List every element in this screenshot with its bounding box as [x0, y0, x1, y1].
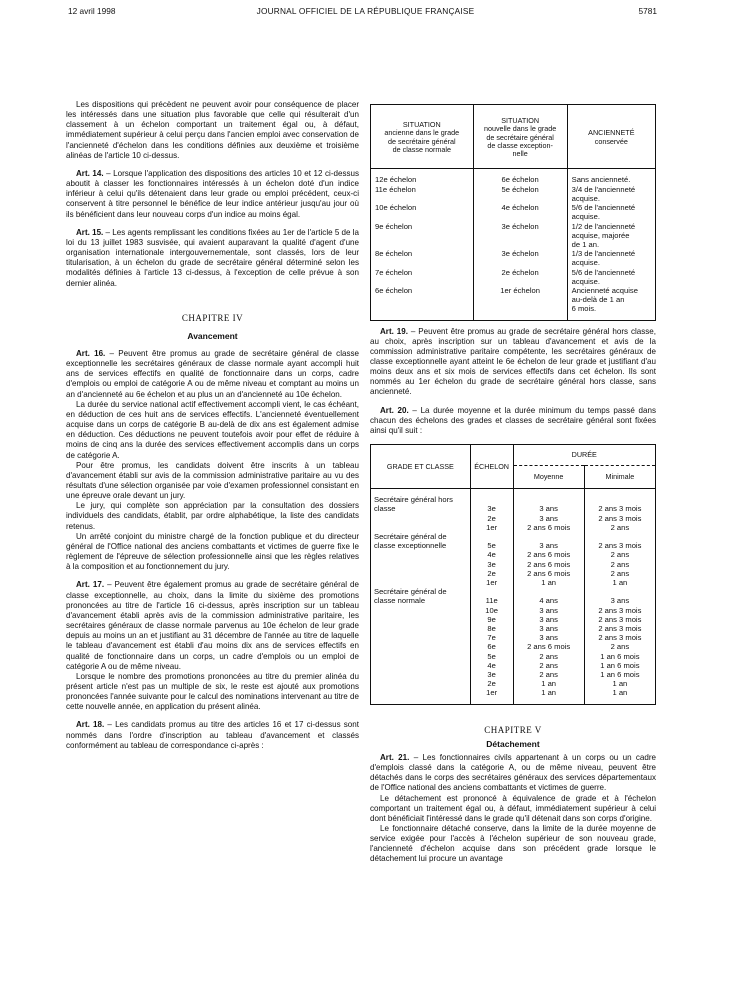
table2-cell-m: 3 ans — [513, 541, 584, 550]
table1-cell-old — [371, 194, 474, 203]
table2-cell-n — [584, 532, 655, 541]
article-16-paragraph-5: Un arrêté conjoint du ministre chargé de la fonction publique et du directeur général de l'Office national des anciens combattants et victimes de guerre fixe le règlement de l'épreuve de sélection professionnelle ainsi que les règles relatives à la composition et au fonctionnement du jury. — [66, 531, 359, 572]
table1-cell-anc: de 1 an. — [571, 239, 600, 249]
table1-cell-anc: 3/4 de l'ancienneté — [571, 184, 636, 194]
table2-cell-m: 3 ans — [513, 606, 584, 615]
table1-header-new-situation: SITUATION nouvelle dans le grade de secrétaire général de classe exception- nelle — [473, 105, 567, 169]
table2-cell-m: 2 ans — [513, 661, 584, 670]
table2-cell-m: 2 ans 6 mois — [513, 642, 584, 651]
duration-table — [370, 444, 656, 704]
table1-cell-anc: Sans ancienneté. — [571, 175, 631, 185]
table2-row — [371, 569, 656, 578]
table1-row — [371, 258, 656, 267]
table2-cell-m: 3 ans — [513, 504, 584, 513]
table1-cell-new — [473, 277, 567, 286]
table1-cell-old — [371, 212, 474, 221]
table1-cell-new — [473, 231, 567, 240]
table2-cell-g — [371, 523, 471, 532]
left-column — [66, 100, 359, 751]
table1-row — [371, 231, 656, 240]
chapter-heading-iv: CHAPITRE IV — [181, 312, 244, 323]
section-heading-detachement: Détachement — [486, 738, 540, 749]
table2-cell-m: 1 an — [513, 578, 584, 587]
table2-cell-m: 3 ans — [513, 624, 584, 633]
table2-cell-g — [371, 661, 471, 670]
table1-cell-anc: 5/6 de l'ancienneté — [571, 203, 636, 213]
table2-cell-m: 2 ans 6 mois — [513, 560, 584, 569]
article-19-text: – Peuvent être promus au grade de secrétaire général hors classe, au choix, après inscription sur un tableau d'avancement et avis de la commission administrative paritaire compétente, les secrétaires généraux de classe exceptionnelle ayant atteint le 6e échelon de leur grade et justifiant d'au moins deux ans et six mois de services effectifs dans cet échelon. Ils sont nommés au 1er échelon du grade de secrétaire général hors classe, sans ancienneté. — [370, 326, 656, 397]
table1-row — [371, 194, 656, 203]
table1-cell-anc: acquise. — [571, 212, 600, 222]
table1-header-old-situation: SITUATION ancienne dans le grade de secrétaire général de classe normale — [371, 105, 474, 169]
table1-row — [371, 277, 656, 286]
table2-cell-m: 3 ans — [513, 615, 584, 624]
table1-row — [371, 295, 656, 304]
table2-cell-n: 1 an — [612, 688, 628, 698]
article-20-label: Art. 20. — [380, 405, 409, 415]
table2-cell-n: 1 an — [612, 679, 628, 689]
table2-cell-g — [371, 606, 471, 615]
table2-cell-e — [470, 532, 513, 541]
table2-cell-e: 2e — [470, 569, 513, 578]
table2-cell-m: 3 ans — [513, 514, 584, 523]
table2-cell-e: 8e — [470, 624, 513, 633]
section-heading-avancement: Avancement — [187, 330, 238, 341]
table1-cell-old: 9e échelon — [371, 222, 474, 231]
table1-cell-new: 5e échelon — [473, 185, 567, 194]
table2-cell-g — [371, 578, 471, 587]
table1-row — [371, 249, 656, 258]
table2-cell-n: 2 ans — [610, 559, 630, 569]
table1-cell-new — [473, 258, 567, 267]
table2-cell-m — [513, 532, 584, 541]
table2-cell-m: 3 ans — [513, 633, 584, 642]
table2-cell-m: 1 an — [513, 679, 584, 688]
table2-cell-e — [470, 495, 513, 504]
table2-row — [371, 504, 656, 513]
table2-cell-g — [371, 679, 471, 688]
table2-cell-e: 2e — [470, 679, 513, 688]
table1-cell-new: 2e échelon — [473, 268, 567, 277]
table2-row — [371, 587, 656, 596]
table2-row — [371, 523, 656, 532]
table2-cell-e: 9e — [470, 615, 513, 624]
table2-cell-m: 2 ans — [513, 652, 584, 661]
table1-cell-new — [473, 194, 567, 203]
table2-cell-e: 10e — [470, 606, 513, 615]
table2-header-minimum: Minimale — [584, 466, 655, 489]
table2-cell-g — [371, 560, 471, 569]
table2-cell-g — [371, 670, 471, 679]
article-21-text: – Les fonctionnaires civils appartenant à un corps ou un cadre d'emplois classé dans la catégorie A, ou de même niveau, peuvent être détachés dans le corps des secrétaires généraux des services départementaux de l'Office national des anciens combattants et victimes de guerre. — [370, 752, 656, 793]
table2-row — [371, 661, 656, 670]
article-14-label: Art. 14. — [76, 168, 104, 178]
table2-cell-n: 2 ans — [610, 642, 630, 652]
article-15-label: Art. 15. — [76, 227, 104, 237]
table2-cell-g — [371, 550, 471, 559]
table2-header-average: Moyenne — [513, 466, 584, 489]
right-column — [370, 104, 656, 865]
table1-cell-old — [371, 258, 474, 267]
table1-row — [371, 240, 656, 249]
table1-cell-old — [371, 240, 474, 249]
table1-cell-new — [473, 304, 567, 313]
table1-cell-anc: 6 mois. — [571, 304, 597, 314]
table2-cell-n: 2 ans 3 mois — [598, 513, 642, 523]
table2-cell-m: 4 ans — [513, 596, 584, 605]
table2-cell-g: Secrétaire général de — [371, 532, 471, 541]
table2-row — [371, 495, 656, 504]
table1-body — [371, 169, 656, 320]
table2-cell-n: 2 ans — [610, 550, 630, 560]
table2-body — [371, 489, 656, 704]
article-21-label: Art. 21. — [380, 752, 410, 762]
table2-cell-e — [470, 587, 513, 596]
article-16-label: Art. 16. — [76, 348, 106, 358]
article-15 — [66, 228, 359, 289]
table2-row — [371, 624, 656, 633]
article-21-paragraph-2: Le détachement est prononcé à équivalence de grade et à l'échelon comportant un traitement égal ou, à défaut, immédiatement supérieur à celui dont bénéficiait l'intéressé dans le grade qu'il détenait dans son corps d'origine. — [370, 793, 656, 823]
table1-row — [371, 175, 656, 184]
table2-cell-m — [513, 587, 584, 596]
table1-cell-anc: 1/2 de l'ancienneté — [571, 221, 636, 231]
page-header — [0, 6, 731, 20]
table2-header-grade: GRADE ET CLASSE — [371, 445, 471, 489]
table2-cell-n — [584, 495, 655, 504]
table2-row — [371, 560, 656, 569]
table1-cell-new: 1er échelon — [473, 286, 567, 295]
table2-cell-m: 2 ans 6 mois — [513, 523, 584, 532]
table1-cell-anc: 5/6 de l'ancienneté — [571, 267, 636, 277]
table1-cell-new — [473, 295, 567, 304]
table2-row — [371, 652, 656, 661]
table2-row — [371, 541, 656, 550]
article-19 — [370, 327, 656, 398]
table2-cell-e: 1er — [470, 578, 513, 587]
table2-cell-m: 2 ans 6 mois — [513, 569, 584, 578]
table1-cell-new: 4e échelon — [473, 203, 567, 212]
table2-cell-n: 2 ans 3 mois — [598, 633, 642, 643]
table2-cell-e: 1er — [470, 688, 513, 697]
table2-cell-e: 4e — [470, 661, 513, 670]
table1-cell-new — [473, 212, 567, 221]
article-16-paragraph-4: Le jury, qui complète son appréciation par la consultation des dossiers individuels des candidats, établit, par ordre alphabétique, la liste des candidats retenus. — [66, 501, 359, 531]
table1-row — [371, 185, 656, 194]
table2-row — [371, 550, 656, 559]
table1-cell-old: 7e échelon — [371, 268, 474, 277]
article-17-label: Art. 17. — [76, 580, 105, 590]
article-14 — [66, 169, 359, 220]
table2-row — [371, 578, 656, 587]
table2-cell-e: 11e — [470, 596, 513, 605]
table2-cell-m: 1 an — [513, 688, 584, 697]
header-page-number: 5781 — [638, 6, 657, 16]
table2-cell-g — [371, 569, 471, 578]
paragraph-intro: Les dispositions qui précèdent ne peuvent avoir pour conséquence de placer les intéressés dans une situation plus favorable que celle qui résulterait d'un classement à un échelon comportant un traitement égal ou, à défaut, immédiatement supérieur à celui perçu dans l'ancien emploi avec conservation de l'ancienneté d'échelon dans les conditions définies aux deuxième et troisième alinéas de l'article 10 ci-dessus. — [66, 100, 359, 160]
table1-cell-old: 6e échelon — [371, 286, 474, 295]
article-18 — [66, 720, 359, 750]
table2-cell-n: 2 ans — [610, 522, 630, 532]
table2-cell-n: 2 ans 3 mois — [598, 623, 642, 633]
table2-cell-n: 2 ans 3 mois — [598, 605, 642, 615]
table1-header-seniority: ANCIENNETÉ conservée — [567, 105, 655, 169]
table2-cell-g: Secrétaire général hors — [371, 495, 471, 504]
table2-row — [371, 642, 656, 651]
table2-cell-n: 3 ans — [610, 596, 630, 606]
table1-cell-anc: acquise, majorée — [571, 230, 630, 240]
table2-row — [371, 633, 656, 642]
table1-cell-old — [371, 231, 474, 240]
table1-row — [371, 286, 656, 295]
article-16-paragraph-3: Pour être promus, les candidats doivent être inscrits à un tableau d'avancement établi sur avis de la commission administrative paritaire au vu des résultats d'une sélection organisée par voie d'examen professionnel consistant en une épreuve orale devant un jury. — [66, 460, 359, 501]
table2-cell-e: 7e — [470, 633, 513, 642]
table1-cell-old — [371, 304, 474, 313]
table1-cell-old — [371, 277, 474, 286]
article-16-text: – Peuvent être promus au grade de secrétaire général de classe exceptionnelle les secrétaires généraux de classe normale ayant accompli huit ans de services effectifs en qualité de fonctionnaire dans un corps, cadre d'emplois ou emploi de catégorie A ou de même niveau et comptant au moins un an d'ancienneté au 6e échelon et au plus un an d'ancienneté au 10e échelon. — [66, 348, 359, 399]
table1-cell-old: 8e échelon — [371, 249, 474, 258]
table2-row — [371, 679, 656, 688]
table2-cell-e: 5e — [470, 652, 513, 661]
table2-cell-n: 2 ans 3 mois — [598, 541, 642, 551]
table2-cell-e: 3e — [470, 504, 513, 513]
chapter-heading-v: CHAPITRE V — [484, 724, 542, 735]
table2-row — [371, 514, 656, 523]
article-16 — [66, 349, 359, 400]
article-18-label: Art. 18. — [76, 720, 105, 730]
table1-row — [371, 304, 656, 313]
table1-cell-old: 12e échelon — [371, 175, 474, 184]
article-14-text: – Lorsque l'application des dispositions des articles 10 et 12 ci-dessus aboutit à classer les fonctionnaires intéressés à un échelon doté d'un indice inférieur à celui qu'ils détenaient dans leur grade ou emploi précédent, ceux-ci conservent à titre personnel le bénéfice de leur indice antérieur jusqu'au jour où ils bénéficient dans leur nouveau corps d'un indice au moins égal. — [66, 168, 360, 219]
table2-cell-g: classe — [371, 504, 471, 513]
table1-cell-anc: acquise. — [571, 193, 600, 203]
table2-cell-m — [513, 495, 584, 504]
table2-cell-g — [371, 688, 471, 697]
table2-cell-n: 2 ans 3 mois — [598, 504, 642, 514]
table1-cell-old — [371, 295, 474, 304]
table2-cell-g: classe normale — [371, 596, 471, 605]
table1-cell-anc: 1/3 de l'ancienneté — [571, 249, 636, 259]
table1-cell-old: 10e échelon — [371, 203, 474, 212]
table2-cell-e: 2e — [470, 514, 513, 523]
table2-cell-g: classe exceptionnelle — [371, 541, 471, 550]
table1-cell-new — [473, 240, 567, 249]
table2-cell-e: 6e — [470, 642, 513, 651]
table1-row — [371, 203, 656, 212]
header-journal-title: JOURNAL OFFICIEL DE LA RÉPUBLIQUE FRANÇAISE — [256, 6, 475, 16]
table2-row — [371, 670, 656, 679]
table2-cell-g — [371, 642, 471, 651]
table1-row — [371, 268, 656, 277]
table2-cell-n: 1 an 6 mois — [600, 660, 640, 670]
table2-cell-g — [371, 624, 471, 633]
table2-cell-g — [371, 652, 471, 661]
table2-cell-n: 2 ans 3 mois — [598, 614, 642, 624]
article-20 — [370, 406, 656, 436]
table2-cell-e: 1er — [470, 523, 513, 532]
table2-cell-m: 2 ans 6 mois — [513, 550, 584, 559]
header-date: 12 avril 1998 — [68, 6, 116, 16]
table2-header-echelon: ÉCHELON — [470, 445, 513, 489]
table2-cell-e: 4e — [470, 550, 513, 559]
table2-cell-e: 3e — [470, 560, 513, 569]
table1-cell-anc: acquise. — [571, 276, 600, 286]
article-17 — [66, 580, 359, 671]
table1-cell-anc: acquise. — [571, 258, 600, 268]
table1-cell-new: 3e échelon — [473, 249, 567, 258]
table1-row — [371, 212, 656, 221]
table2-row — [371, 688, 656, 697]
article-20-text: – La durée moyenne et la durée minimum du temps passé dans chacun des échelons des grades et classes de secrétaire général sont fixées ainsi qu'il suit : — [370, 405, 656, 435]
article-21-paragraph-3: Le fonctionnaire détaché conserve, dans la limite de la durée moyenne de service exigée pour l'accès à l'échelon supérieur de son nouveau grade, l'ancienneté d'échelon acquise dans son précédent grade lorsque le détachement lui procure un avantage — [370, 823, 656, 864]
table1-cell-new: 6e échelon — [473, 175, 567, 184]
table2-cell-n: 1 an 6 mois — [600, 669, 640, 679]
article-17-text: – Peuvent être également promus au grade de secrétaire général de classe exceptionnelle, au choix, dans la limite du sixième des promotions prononcées au titre de l'article 16 ci-dessus, après inscription sur un tableau d'avancement établi après avis de la commission administrative paritaire, les secrétaires généraux de classe normale parvenus au 10e échelon de leur grade depuis au moins un an et justifiant au 31 décembre de l'année au titre de laquelle le tableau d'avancement est établi d'au moins dix ans de services effectifs en qualité de fonctionnaire dans un corps, un cadre d'emplois ou un emploi de catégorie A ou de même niveau. — [66, 580, 360, 671]
table2-cell-g — [371, 514, 471, 523]
table2-cell-g — [371, 633, 471, 642]
table1-cell-anc: au-delà de 1 an — [571, 295, 625, 305]
table2-row — [371, 532, 656, 541]
article-15-text: – Les agents remplissant les conditions fixées au 1er de l'article 5 de la loi du 13 juillet 1983 susvisée, qui avaient auparavant la qualité d'agent d'une organisation internationale intergouvernementale, sont classés, lors de leur titularisation, à un échelon du grade de secrétaire général déterminé selon les modalités définies à l'article 13 ci-dessus, à l'exception de celle prévue à son dernier alinéa. — [66, 227, 360, 288]
table1-cell-anc: Ancienneté acquise — [571, 285, 638, 295]
table2-cell-n: 2 ans — [610, 568, 630, 578]
table1-cell-old: 11e échelon — [371, 185, 474, 194]
table2-header-duration: DURÉE — [513, 445, 656, 466]
article-19-label: Art. 19. — [380, 326, 408, 336]
table2-row — [371, 606, 656, 615]
article-21 — [370, 753, 656, 794]
table2-cell-e: 5e — [470, 541, 513, 550]
table1-cell-new: 3e échelon — [473, 222, 567, 231]
table2-row — [371, 615, 656, 624]
table2-cell-n — [584, 587, 655, 596]
correspondence-table — [370, 104, 656, 321]
table2-cell-n: 1 an — [612, 577, 628, 587]
table1-row — [371, 222, 656, 231]
table2-cell-n: 1 an 6 mois — [600, 651, 640, 661]
table2-cell-m: 2 ans — [513, 670, 584, 679]
article-17-paragraph-2: Lorsque le nombre des promotions prononcées au titre du premier alinéa du présent article n'est pas un multiple de six, le reste est ajouté aux promotions prononcées l'année suivante pour le calcul des nominations intervenant au titre de cette nouvelle année, en application du présent alinéa. — [66, 671, 359, 712]
table2-cell-g — [371, 615, 471, 624]
table2-row — [371, 596, 656, 605]
article-16-paragraph-2: La durée du service national actif effectivement accompli vient, le cas échéant, en déduction de ces huit ans de services effectifs. L'ancienneté éventuellement acquise dans un corps de catégorie B au-delà de dix ans est également admise en déduction. Ces déductions ne peuvent toutefois avoir pour effet de réduire à moins de cinq ans la durée des services effectivement accomplis dans un corps de catégorie A. — [66, 399, 359, 460]
table2-cell-g: Secrétaire général de — [371, 587, 471, 596]
article-18-text: – Les candidats promus au titre des articles 16 et 17 ci-dessus sont nommés dans l'ordre d'inscription au tableau d'avancement et classés conformément au tableau de correspondance ci-après : — [66, 720, 359, 750]
table2-cell-e: 3e — [470, 670, 513, 679]
